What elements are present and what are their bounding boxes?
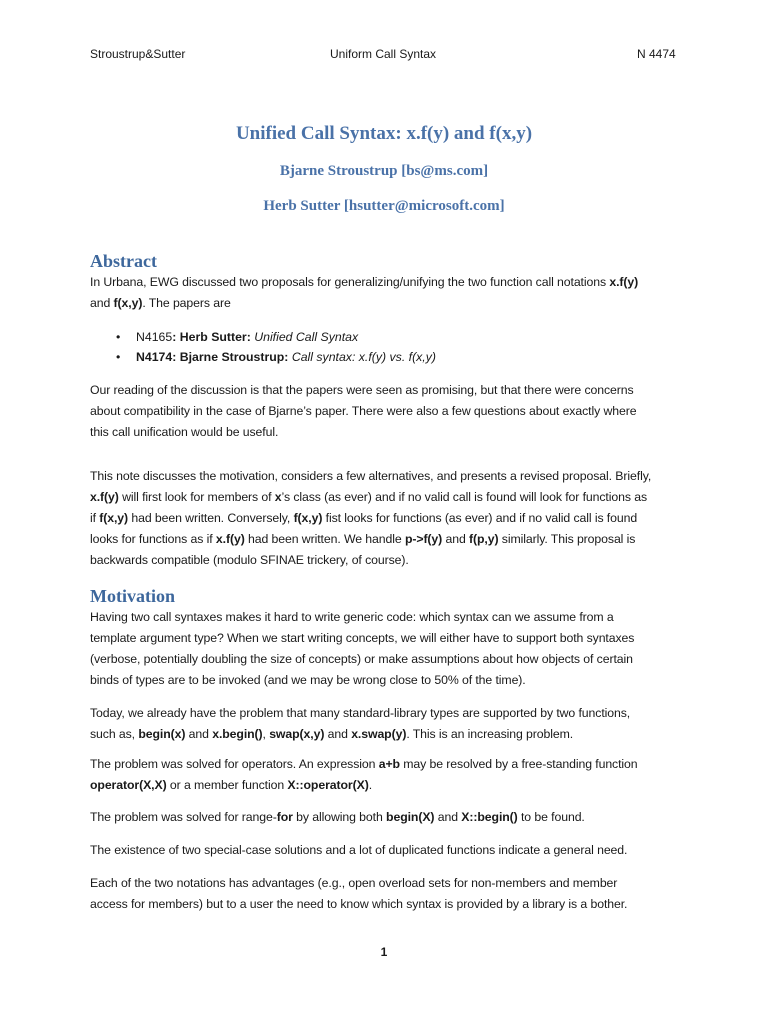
text-line xyxy=(90,649,690,670)
code-text: for xyxy=(276,810,293,824)
text-run: by allowing both xyxy=(292,810,387,824)
paper-title: Unified Call Syntax xyxy=(254,330,359,344)
text-run: had been written. Conversely, xyxy=(128,511,294,525)
text-run: if xyxy=(90,511,100,525)
text-line xyxy=(90,840,690,861)
paper-author: : Herb Sutter: xyxy=(172,330,255,344)
text-line xyxy=(90,775,690,796)
code-text: a+b xyxy=(378,757,400,771)
text-line xyxy=(90,724,690,745)
text-line xyxy=(90,807,690,828)
paragraph xyxy=(90,873,690,915)
paper-title: Call syntax: x.f(y) vs. f(x,y) xyxy=(291,350,436,364)
text-run: and xyxy=(90,296,114,310)
text-run: The problem was solved for operators. An expression xyxy=(90,757,379,771)
text-run: In Urbana, EWG discussed two proposals for generalizing/unifying the two function call notations xyxy=(90,275,610,289)
code-text: x.f(y) xyxy=(215,532,245,546)
text-line xyxy=(90,272,690,293)
paragraph xyxy=(90,380,690,443)
bullet-icon: • xyxy=(116,330,121,344)
code-text: x.f(y) xyxy=(90,490,119,504)
text-line xyxy=(90,754,690,775)
heading-motivation: Motivation xyxy=(90,586,175,606)
text-line xyxy=(90,628,690,649)
text-line xyxy=(90,703,690,724)
text-run: and xyxy=(324,727,352,741)
text-run: Each of the two notations has advantages (e.g., open overload sets for non-members and member xyxy=(90,876,618,890)
text-run: will first look for members of xyxy=(118,490,275,504)
text-run: about compatibility in the case of Bjarne’s paper. There were also a few questions about exactly where xyxy=(90,404,637,418)
page-number: 1 xyxy=(380,945,388,959)
code-text: X::operator(X) xyxy=(287,778,369,792)
author-2: Herb Sutter [hsutter@microsoft.com] xyxy=(263,198,505,214)
paragraph xyxy=(90,607,690,691)
text-run: access for members) but to a user the need to know which syntax is provided by a library is a bother. xyxy=(90,897,628,911)
header-left: Stroustrup&Sutter xyxy=(90,47,186,61)
text-line xyxy=(90,487,690,508)
text-line xyxy=(90,873,690,894)
header-right: N 4474 xyxy=(637,47,676,61)
code-text: operator(X,X) xyxy=(90,778,167,792)
paper-id: N4174 xyxy=(136,350,173,364)
text-run: and xyxy=(185,727,213,741)
paper-id: N4165 xyxy=(136,330,173,344)
text-run: Today, we already have the problem that many standard-library types are supported by two functions, xyxy=(90,706,631,720)
code-text: f(x,y) xyxy=(113,296,143,310)
text-line xyxy=(90,401,690,422)
text-run: (verbose, potentially doubling the size of concepts) or make assumptions about how objects of certain xyxy=(90,652,633,666)
text-line xyxy=(90,422,690,443)
text-run: The problem was solved for range- xyxy=(90,810,277,824)
paragraph xyxy=(90,272,690,314)
text-run: such as, xyxy=(90,727,139,741)
text-line xyxy=(90,508,690,529)
paragraph xyxy=(90,703,690,745)
paper-author: : Bjarne Stroustrup: xyxy=(172,350,292,364)
code-text: p->f(y) xyxy=(404,532,443,546)
text-run: and xyxy=(442,532,470,546)
text-run: similarly. This proposal is xyxy=(498,532,636,546)
text-run: fist looks for functions (as ever) and if no valid call is found xyxy=(322,511,638,525)
code-text: begin(X) xyxy=(386,810,435,824)
code-text: swap(x,y) xyxy=(269,727,325,741)
text-run: had been written. We handle xyxy=(244,532,405,546)
paragraph xyxy=(90,754,690,796)
code-text: X::begin() xyxy=(461,810,518,824)
text-run: this call unification would be useful. xyxy=(90,425,279,439)
text-run: . The papers are xyxy=(142,296,231,310)
text-run: , xyxy=(262,727,270,741)
text-line xyxy=(90,894,690,915)
text-run: This note discusses the motivation, considers a few alternatives, and presents a revised proposal. Briefly, xyxy=(90,469,652,483)
text-line xyxy=(90,670,690,691)
text-run: backwards compatible (modulo SFINAE trickery, of course). xyxy=(90,553,409,567)
text-run: Our reading of the discussion is that the papers were seen as promising, but that there were concerns xyxy=(90,383,634,397)
text-run: and xyxy=(434,810,462,824)
text-line xyxy=(90,529,690,550)
heading-abstract: Abstract xyxy=(90,251,157,271)
text-run: ’s class (as ever) and if no valid call is found will look for functions as xyxy=(281,490,647,504)
paragraph xyxy=(90,840,690,861)
text-run: may be resolved by a free-standing function xyxy=(399,757,638,771)
code-text: begin(x) xyxy=(138,727,186,741)
bullet-icon: • xyxy=(116,350,121,364)
text-run: binds of types are to be invoked (and we may be wrong close to 50% of the time). xyxy=(90,673,526,687)
code-text: f(x,y) xyxy=(99,511,129,525)
text-run: looks for functions as if xyxy=(90,532,216,546)
code-text: x.swap(y) xyxy=(351,727,407,741)
document-title: Unified Call Syntax: x.f(y) and f(x,y) xyxy=(235,123,533,144)
text-line xyxy=(90,466,690,487)
text-run: template argument type? When we start writing concepts, we will either have to support both syntaxes xyxy=(90,631,635,645)
code-text: x.f(y) xyxy=(609,275,639,289)
text-run: The existence of two special-case solutions and a lot of duplicated functions indicate a general need. xyxy=(90,843,628,857)
text-run: to be found. xyxy=(517,810,585,824)
text-run: or a member function xyxy=(166,778,288,792)
code-text: x.begin() xyxy=(212,727,263,741)
text-line xyxy=(90,607,690,628)
code-text: f(p,y) xyxy=(469,532,499,546)
header-center: Uniform Call Syntax xyxy=(330,47,437,61)
author-1: Bjarne Stroustrup [bs@ms.com] xyxy=(279,163,489,179)
text-run: . This is an increasing problem. xyxy=(406,727,574,741)
paragraph xyxy=(90,466,690,571)
text-run: . xyxy=(368,778,373,792)
text-line xyxy=(90,380,690,401)
text-line xyxy=(90,550,690,571)
paragraph xyxy=(90,807,690,828)
code-text: f(x,y) xyxy=(293,511,323,525)
text-run: Having two call syntaxes makes it hard to write generic code: which syntax can we assume from a xyxy=(90,610,614,624)
text-line xyxy=(90,293,690,314)
code-text: x xyxy=(274,490,282,504)
